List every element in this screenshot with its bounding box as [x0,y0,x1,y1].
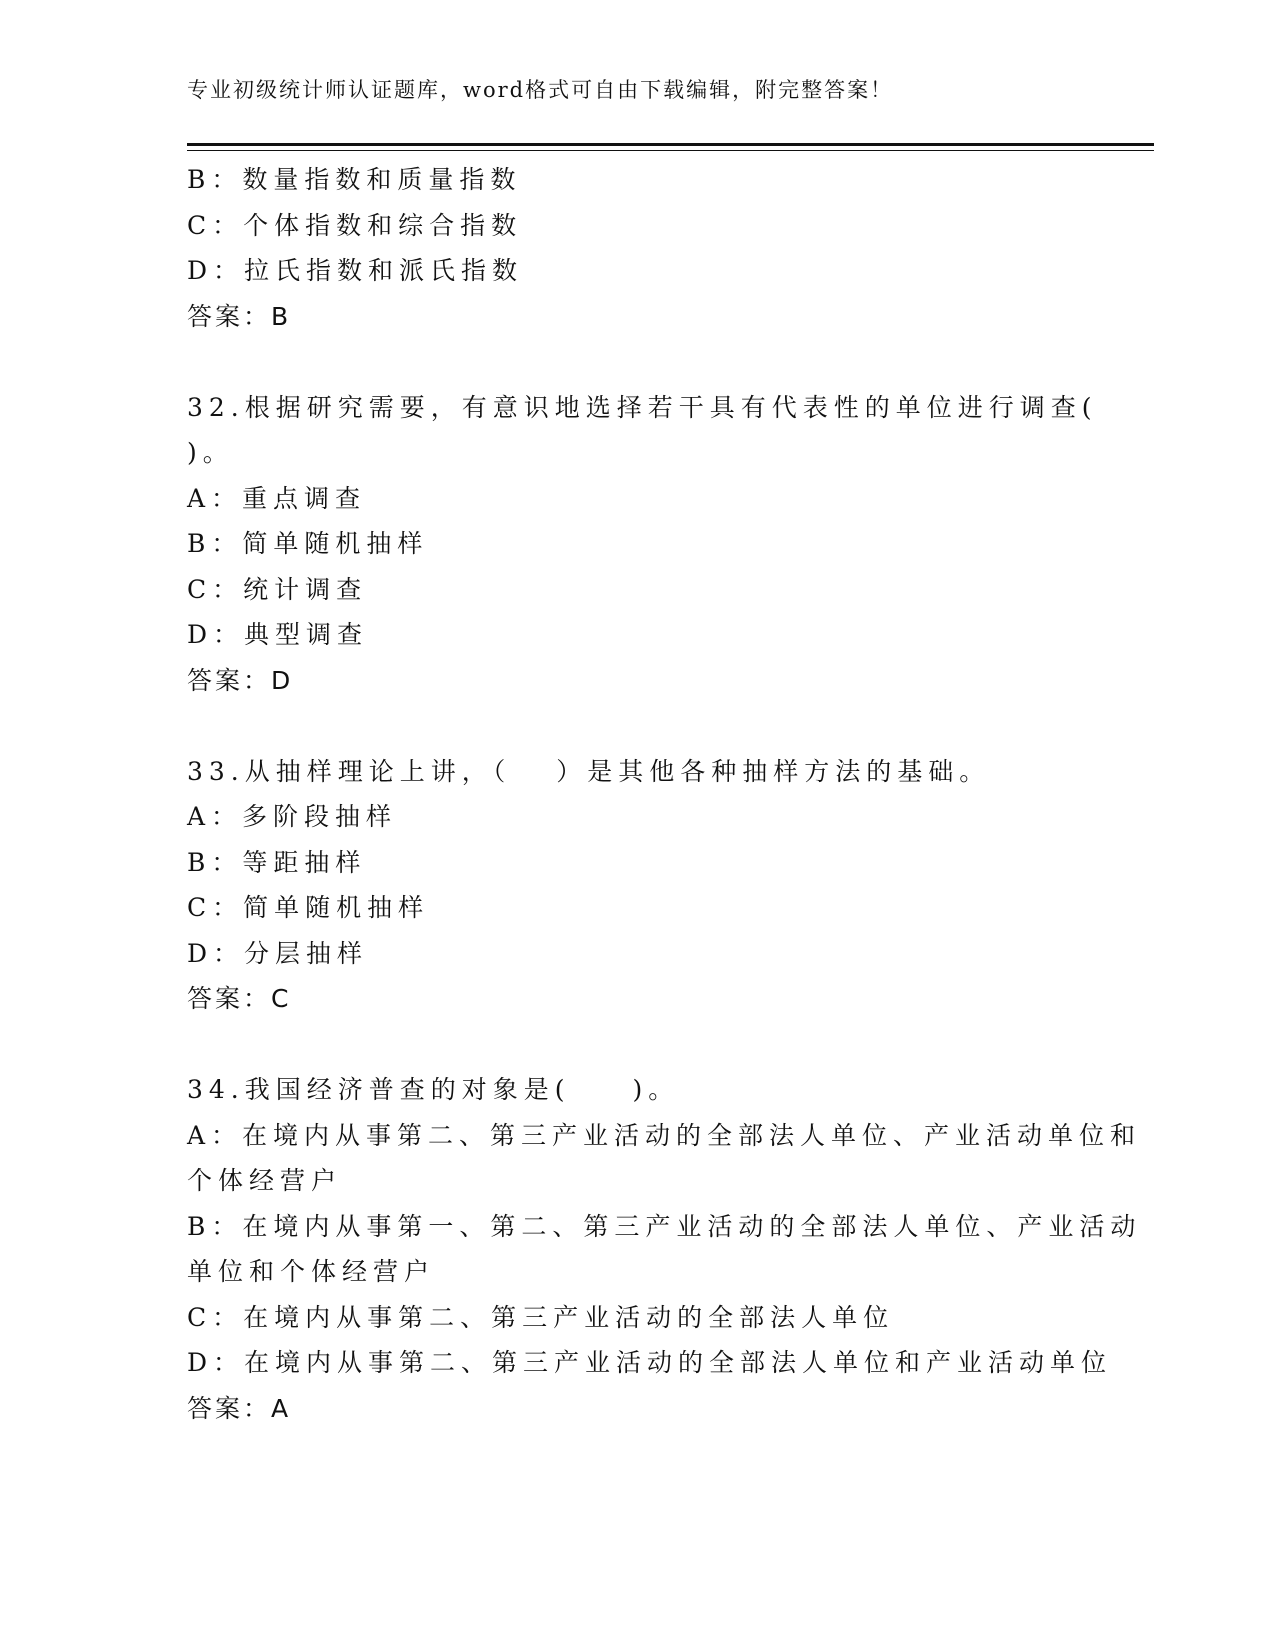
option-a: A：在境内从事第二、第三产业活动的全部法人单位、产业活动单位和 [187,1120,1142,1150]
option-c: C：简单随机抽样 [187,893,430,922]
question-stem: 33.从抽样理论上讲，（ ）是其他各种抽样方法的基础。 [187,756,991,786]
question-32 [187,385,1098,704]
question-34 [187,1067,1142,1431]
option-d: D：典型调查 [187,620,369,649]
option-b: B：数量指数和质量指数 [187,165,522,194]
option-b: B：简单随机抽样 [187,529,429,558]
option-d: D：在境内从事第二、第三产业活动的全部法人单位和产业活动单位 [187,1348,1113,1377]
question-stem-continued: )。 [187,438,234,467]
answer: 答案：D [187,665,294,695]
answer: 答案：C [187,984,292,1013]
spacer [187,1022,1087,1068]
option-d: D：拉氏指数和派氏指数 [187,256,524,285]
question-list [187,157,1142,1431]
option-c: C：统计调查 [187,574,368,604]
option-a: A：重点调查 [187,483,367,513]
option-a-continued: 个体经营户 [187,1166,343,1195]
header-rule-thin [187,150,1154,151]
question-31 [187,157,1087,339]
option-a: A：多阶段抽样 [187,802,398,831]
question-33 [187,749,1087,1022]
question-stem: 34.我国经济普查的对象是( )。 [187,1075,680,1104]
option-c: C：个体指数和综合指数 [187,210,523,240]
option-b: B：等距抽样 [187,847,367,877]
answer: 答案：A [187,1393,292,1423]
page-header: 专业初级统计师认证题库，word格式可自由下载编辑，附完整答案！ [187,78,894,102]
option-d: D：分层抽样 [187,938,369,968]
spacer [187,703,1087,749]
option-b: B：在境内从事第一、第二、第三产业活动的全部法人单位、产业活动 [187,1211,1142,1241]
spacer [187,339,1087,385]
option-c: C：在境内从事第二、第三产业活动的全部法人单位 [187,1302,895,1332]
option-b-continued: 单位和个体经营户 [187,1257,436,1286]
question-stem: 32.根据研究需要，有意识地选择若干具有代表性的单位进行调查( [187,392,1098,422]
header-rule-thick [187,143,1154,146]
answer: 答案：B [187,301,292,331]
